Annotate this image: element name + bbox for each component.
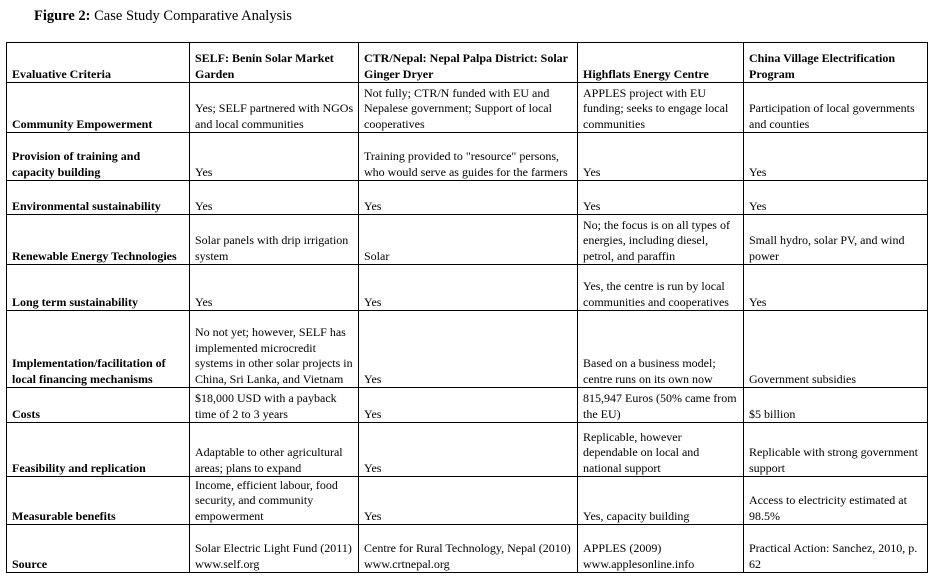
- table-cell: Yes; SELF partnered with NGOs and local communities: [190, 83, 359, 133]
- criterion-cell: Source: [7, 525, 190, 573]
- criterion-cell: Feasibility and replication: [7, 423, 190, 477]
- table-cell: Yes: [190, 181, 359, 215]
- table-row: [7, 181, 928, 215]
- table-cell: Yes: [359, 423, 578, 477]
- table-cell: Yes: [359, 181, 578, 215]
- table-cell: Yes: [578, 133, 744, 181]
- table-cell: No; the focus is on all types of energies, including diesel, petrol, and paraffin: [578, 215, 744, 265]
- table-row: [7, 388, 928, 423]
- table-cell: Replicable, however dependable on local and national support: [578, 423, 744, 477]
- table-cell: $18,000 USD with a payback time of 2 to 3 years: [190, 388, 359, 423]
- header-ctr-nepal: CTR/Nepal: Nepal Palpa District: Solar Ginger Dryer: [359, 43, 578, 83]
- table-row: [7, 83, 928, 133]
- table-cell: Yes: [359, 477, 578, 525]
- criterion-cell: Environmental sustainability: [7, 181, 190, 215]
- header-china: China Village Electrification Program: [744, 43, 928, 83]
- table-cell: Yes: [190, 133, 359, 181]
- header-criteria: Evaluative Criteria: [7, 43, 190, 83]
- table-cell: Adaptable to other agricultural areas; plans to expand: [190, 423, 359, 477]
- table-cell: No not yet; however, SELF has implemented microcredit systems in other solar projects in China, Sri Lanka, and Vietnam: [190, 311, 359, 388]
- table-cell: $5 billion: [744, 388, 928, 423]
- table-cell: APPLES (2009) www.applesonline.info: [578, 525, 744, 573]
- table-cell: Small hydro, solar PV, and wind power: [744, 215, 928, 265]
- table-row: [7, 477, 928, 525]
- table-row: [7, 423, 928, 477]
- figure-caption: [34, 7, 292, 25]
- comparative-analysis-table: [6, 42, 928, 573]
- table-cell: Practical Action: Sanchez, 2010, p. 62: [744, 525, 928, 573]
- table-cell: Based on a business model; centre runs on its own now: [578, 311, 744, 388]
- table-cell: Replicable with strong government support: [744, 423, 928, 477]
- table-cell: APPLES project with EU funding; seeks to engage local communities: [578, 83, 744, 133]
- table-row: [7, 525, 928, 573]
- figure-title: Case Study Comparative Analysis: [94, 8, 292, 24]
- table-cell: Solar: [359, 215, 578, 265]
- table-cell: Income, efficient labour, food security, and community empowerment: [190, 477, 359, 525]
- table-cell: Yes: [744, 265, 928, 311]
- table-row: [7, 215, 928, 265]
- criterion-cell: Implementation/facilitation of local financing mechanisms: [7, 311, 190, 388]
- table-cell: Solar Electric Light Fund (2011) www.self.org: [190, 525, 359, 573]
- table-cell: Yes, the centre is run by local communities and cooperatives: [578, 265, 744, 311]
- table-cell: Yes: [744, 133, 928, 181]
- criterion-cell: Renewable Energy Technologies: [7, 215, 190, 265]
- table-cell: Not fully; CTR/N funded with EU and Nepalese government; Support of local cooperatives: [359, 83, 578, 133]
- figure-label: Figure 2:: [34, 8, 91, 24]
- header-row: [7, 43, 928, 83]
- table-cell: Yes, capacity building: [578, 477, 744, 525]
- table-row: [7, 265, 928, 311]
- table-cell: Yes: [359, 388, 578, 423]
- table-cell: Centre for Rural Technology, Nepal (2010) www.crtnepal.org: [359, 525, 578, 573]
- table-row: [7, 133, 928, 181]
- table-cell: Yes: [578, 181, 744, 215]
- table-cell: Training provided to "resource" persons, who would serve as guides for the farmers: [359, 133, 578, 181]
- table-row: [7, 311, 928, 388]
- criterion-cell: Long term sustainability: [7, 265, 190, 311]
- table-cell: Participation of local governments and counties: [744, 83, 928, 133]
- header-highflats: Highflats Energy Centre: [578, 43, 744, 83]
- table-cell: Yes: [190, 265, 359, 311]
- table-cell: Government subsidies: [744, 311, 928, 388]
- criterion-cell: Measurable benefits: [7, 477, 190, 525]
- table-cell: Yes: [359, 311, 578, 388]
- table-cell: Yes: [359, 265, 578, 311]
- table-cell: Solar panels with drip irrigation system: [190, 215, 359, 265]
- table-cell: 815,947 Euros (50% came from the EU): [578, 388, 744, 423]
- criterion-cell: Costs: [7, 388, 190, 423]
- table-cell: Yes: [744, 181, 928, 215]
- criterion-cell: Community Empowerment: [7, 83, 190, 133]
- header-self: SELF: Benin Solar Market Garden: [190, 43, 359, 83]
- table-cell: Access to electricity estimated at 98.5%: [744, 477, 928, 525]
- criterion-cell: Provision of training and capacity building: [7, 133, 190, 181]
